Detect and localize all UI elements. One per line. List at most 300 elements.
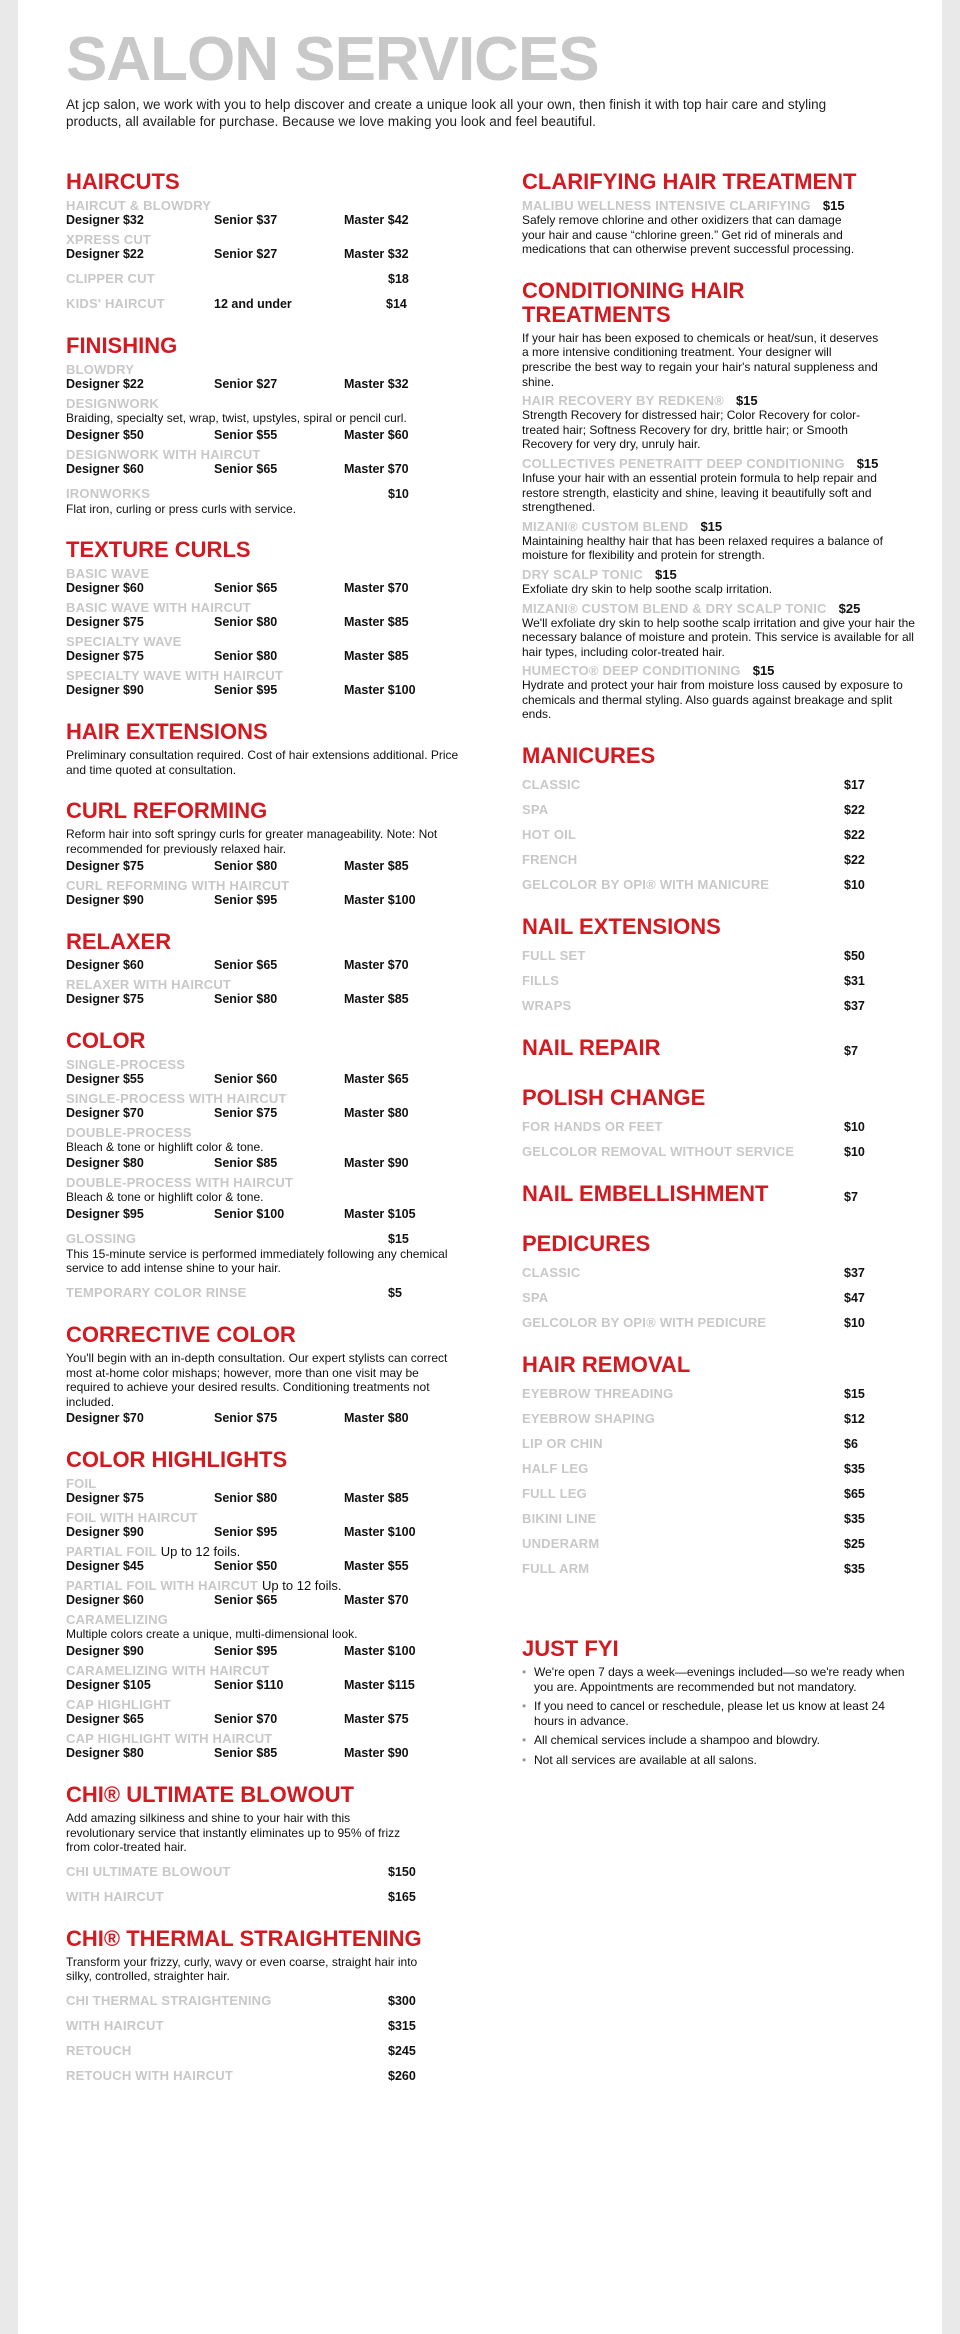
section-curl-reforming <box>66 799 466 907</box>
price-row <box>66 1491 466 1506</box>
service-description: Maintaining healthy hair that has been relaxed requires a balance of moisture for flexibility and protein for strength. <box>522 533 883 563</box>
simple-row <box>66 2068 466 2084</box>
master-price: Master $60 <box>344 427 409 442</box>
service-item <box>66 396 466 443</box>
senior-price: Senior $65 <box>214 1593 278 1608</box>
service-note: Up to 12 foils. <box>160 1544 241 1560</box>
service-price: $165 <box>388 1889 416 1904</box>
simple-row <box>66 1285 466 1301</box>
service-name-row <box>522 601 922 616</box>
service-name: WITH HAIRCUT <box>66 2017 164 2033</box>
service-item <box>66 362 466 392</box>
service-description: Bleach & tone or highlift color & tone. <box>66 1190 264 1205</box>
service-price: $15 <box>844 1387 865 1402</box>
simple-row <box>66 1231 466 1247</box>
senior-price: Senior $80 <box>214 615 278 630</box>
service-price: $15 <box>822 198 845 213</box>
price-row <box>66 1559 466 1574</box>
simple-row <box>522 1536 922 1552</box>
senior-price: Senior $75 <box>214 1105 278 1120</box>
service-name: FOIL WITH HAIRCUT <box>66 1510 198 1526</box>
service-name: CHI THERMAL STRAIGHTENING <box>66 1992 272 2008</box>
designer-price: Designer $105 <box>66 1677 151 1692</box>
master-price: Master $90 <box>344 1745 409 1760</box>
service-name: KIDS' HAIRCUT <box>66 296 165 311</box>
price-row <box>66 1525 466 1540</box>
service-price: $15 <box>388 1231 409 1246</box>
senior-price: Senior $110 <box>214 1677 284 1692</box>
service-name: CARAMELIZING WITH HAIRCUT <box>66 1662 270 1678</box>
designer-price: Designer $45 <box>66 1559 144 1574</box>
service-name: HOT OIL <box>522 827 577 843</box>
service-name: MIZANI® CUSTOM BLEND & DRY SCALP TONIC <box>522 600 827 616</box>
simple-row <box>66 296 466 312</box>
service-item <box>66 447 466 477</box>
master-price: Master $100 <box>344 1643 416 1658</box>
service-name-row <box>66 1578 466 1593</box>
service-name: BLOWDRY <box>66 362 135 377</box>
service-name: TEMPORARY COLOR RINSE <box>66 1284 247 1300</box>
master-price: Master $75 <box>344 1711 409 1726</box>
service-price: $17 <box>844 778 865 793</box>
service-item <box>66 1697 466 1727</box>
service-item <box>66 1544 466 1574</box>
service-name: CAP HIGHLIGHT <box>66 1696 171 1712</box>
senior-price: Senior $65 <box>214 461 278 476</box>
service-name: HAIRCUT & BLOWDRY <box>66 198 212 213</box>
section-title: JUST FYI <box>522 1636 619 1662</box>
master-price: Master $70 <box>344 581 409 596</box>
service-description: This 15-minute service is performed immediately following any chemical service to add intense shine to your hair. <box>66 1246 448 1276</box>
fyi-item: • We're open 7 days a week—evenings included—so we're ready when you are. Appointments are recommended but not mandatory. <box>522 1665 914 1694</box>
service-name: FOIL <box>66 1476 97 1492</box>
service-item <box>66 232 466 262</box>
service-name: CAP HIGHLIGHT WITH HAIRCUT <box>66 1730 273 1746</box>
section-manicures <box>522 744 922 893</box>
service-name: GELCOLOR BY OPI® WITH MANICURE <box>522 877 770 893</box>
service-name: IRONWORKS <box>66 485 151 501</box>
service-item <box>66 668 466 698</box>
service-item <box>66 1731 466 1761</box>
service-name: FULL LEG <box>522 1486 587 1502</box>
service-price: $22 <box>844 828 865 843</box>
designer-price: Designer $65 <box>66 1711 144 1726</box>
service-name: CLASSIC <box>522 1265 581 1281</box>
designer-price: Designer $32 <box>66 213 144 227</box>
price-row <box>66 247 466 262</box>
section-corrective-color <box>66 1323 466 1426</box>
section-finishing <box>66 334 466 516</box>
section-description: Add amazing silkiness and shine to your hair with this revolutionary service that instantly eliminates up to 95% of frizz from color-treated hair. <box>66 1810 401 1855</box>
service-name: CARAMELIZING <box>66 1612 169 1628</box>
master-price: Master $100 <box>344 892 416 907</box>
service-name: HALF LEG <box>522 1461 589 1477</box>
section-just-fyi <box>522 1637 922 1768</box>
left-column <box>66 170 466 2106</box>
senior-price: Senior $95 <box>214 683 278 698</box>
service-name: FOR HANDS OR FEET <box>522 1119 663 1135</box>
senior-price: Senior $80 <box>214 991 278 1006</box>
service-name: WITH HAIRCUT <box>66 1888 164 1904</box>
section-title: CHI® THERMAL STRAIGHTENING <box>66 1925 422 1951</box>
master-price: Master $100 <box>344 1525 416 1540</box>
simple-row <box>522 1386 922 1402</box>
designer-price: Designer $60 <box>66 581 144 596</box>
service-price: $150 <box>388 1864 416 1879</box>
senior-price: Senior $60 <box>214 1071 278 1086</box>
section-title: HAIR REMOVAL <box>522 1352 691 1378</box>
designer-price: Designer $50 <box>66 427 144 442</box>
master-price: Master $32 <box>344 377 409 391</box>
fyi-item: • Not all services are available at all salons. <box>522 1753 914 1768</box>
section-title: POLISH CHANGE <box>522 1085 706 1111</box>
service-price: $5 <box>388 1285 402 1300</box>
senior-price: Senior $85 <box>214 1156 278 1171</box>
price-row <box>66 1156 466 1171</box>
section-color-highlights <box>66 1448 466 1761</box>
service-item <box>66 1057 466 1087</box>
senior-price: Senior $55 <box>214 427 278 442</box>
service-price: $50 <box>844 949 865 964</box>
service-name: BASIC WAVE WITH HAIRCUT <box>66 600 251 616</box>
designer-price: Designer $22 <box>66 247 144 261</box>
section-title: TEXTURE CURLS <box>66 537 251 563</box>
price-row <box>66 615 466 630</box>
service-price: $65 <box>844 1487 865 1502</box>
service-name: WRAPS <box>522 998 572 1014</box>
senior-price: Senior $95 <box>214 892 278 907</box>
section-polish-change <box>522 1086 922 1160</box>
service-price: $15 <box>654 566 677 582</box>
service-name: LIP OR CHIN <box>522 1436 603 1452</box>
service-item <box>66 977 466 1007</box>
simple-row <box>66 271 466 287</box>
service-name: CLASSIC <box>522 777 581 793</box>
master-price: Master $55 <box>344 1559 409 1574</box>
service-price: $6 <box>844 1437 858 1452</box>
service-name: MIZANI® CUSTOM BLEND <box>522 518 689 534</box>
designer-price: Designer $55 <box>66 1071 144 1086</box>
service-name: SPECIALTY WAVE WITH HAIRCUT <box>66 668 284 684</box>
section-description: You'll begin with an in-depth consultation. Our expert stylists can correct most at-home color mishaps; however, more than one visit may be required to achieve your desired results. Conditioning treatments not included. <box>66 1350 448 1409</box>
service-item <box>66 1175 466 1222</box>
service-name: EYEBROW SHAPING <box>522 1411 656 1427</box>
section-description: Preliminary consultation required. Cost of hair extensions additional. Price and time quoted at consultation. <box>66 748 459 777</box>
price-row <box>66 893 466 908</box>
service-price: $14 <box>386 297 407 311</box>
service-price: $25 <box>838 600 861 616</box>
master-price: Master $85 <box>344 649 409 664</box>
service-name: SINGLE-PROCESS <box>66 1056 186 1072</box>
service-price: $15 <box>700 518 723 534</box>
senior-price: Senior $85 <box>214 1745 278 1760</box>
service-price: $15 <box>735 393 758 409</box>
service-description: Bleach & tone or highlift color & tone. <box>66 1139 264 1154</box>
designer-price: Designer $90 <box>66 1643 144 1658</box>
section-color <box>66 1029 466 1301</box>
price-row <box>66 1593 466 1608</box>
simple-row <box>66 2043 466 2059</box>
designer-price: Designer $75 <box>66 615 144 630</box>
senior-price: Senior $65 <box>214 957 278 972</box>
designer-price: Designer $75 <box>66 991 144 1006</box>
service-price: $300 <box>388 1993 416 2008</box>
service-name: CLIPPER CUT <box>66 271 155 286</box>
service-price: $22 <box>844 803 865 818</box>
price-row <box>66 683 466 698</box>
service-name: HAIR RECOVERY BY REDKEN® <box>522 393 724 409</box>
service-note: 12 and under <box>214 297 292 311</box>
service-price: $31 <box>844 974 865 989</box>
simple-row <box>522 1461 922 1477</box>
master-price: Master $90 <box>344 1156 409 1171</box>
service-name: DESIGNWORK WITH HAIRCUT <box>66 446 261 462</box>
designer-price: Designer $95 <box>66 1206 144 1221</box>
service-item <box>66 1510 466 1540</box>
section-title: HAIRCUTS <box>66 169 180 194</box>
senior-price: Senior $27 <box>214 377 278 391</box>
service-name: PARTIAL FOIL WITH HAIRCUT <box>66 1578 259 1594</box>
service-price: $37 <box>844 1266 865 1281</box>
service-name: HUMECTO® DEEP CONDITIONING <box>522 663 741 679</box>
section-title: RELAXER <box>66 928 172 954</box>
master-price: Master $42 <box>344 213 409 227</box>
service-name: GELCOLOR BY OPI® WITH PEDICURE <box>522 1315 767 1331</box>
simple-row <box>522 998 922 1014</box>
price-row <box>66 428 466 443</box>
fyi-item: • All chemical services include a shampoo and blowdry. <box>522 1733 914 1748</box>
price-row <box>66 958 466 973</box>
master-price: Master $70 <box>344 1593 409 1608</box>
section-pedicures <box>522 1232 922 1331</box>
service-item <box>522 519 922 563</box>
price-row <box>66 992 466 1007</box>
service-item <box>522 663 922 722</box>
price-row <box>66 1746 466 1761</box>
service-name: RETOUCH <box>66 2042 132 2058</box>
service-name: EYEBROW THREADING <box>522 1386 674 1402</box>
service-name: UNDERARM <box>522 1536 600 1552</box>
service-name: DRY SCALP TONIC <box>522 566 643 582</box>
master-price: Master $70 <box>344 461 409 476</box>
service-description: Multiple colors create a unique, multi-dimensional look. <box>66 1627 358 1642</box>
service-item <box>66 1091 466 1121</box>
service-name-row <box>522 393 922 408</box>
service-name-row <box>522 663 922 678</box>
master-price: Master $32 <box>344 247 409 261</box>
section-hair-removal <box>522 1353 922 1577</box>
simple-row <box>522 948 922 964</box>
designer-price: Designer $70 <box>66 1411 144 1426</box>
service-name: CHI ULTIMATE BLOWOUT <box>66 1863 231 1879</box>
price-row <box>66 649 466 664</box>
section-title: COLOR <box>66 1027 146 1053</box>
service-price: $35 <box>844 1462 865 1477</box>
master-price: Master $115 <box>344 1677 415 1692</box>
service-item <box>66 600 466 630</box>
service-price: $10 <box>844 878 865 893</box>
service-price: $260 <box>388 2068 416 2083</box>
service-name: DOUBLE-PROCESS WITH HAIRCUT <box>66 1175 294 1191</box>
designer-price: Designer $75 <box>66 858 144 873</box>
section-title: MANICURES <box>522 743 656 769</box>
price-row <box>66 462 466 477</box>
fyi-item: • If you need to cancel or reschedule, please let us know at least 24 hours in advance. <box>522 1699 914 1728</box>
designer-price: Designer $60 <box>66 1593 144 1608</box>
master-price: Master $80 <box>344 1105 409 1120</box>
senior-price: Senior $80 <box>214 858 278 873</box>
service-name: XPRESS CUT <box>66 232 152 247</box>
service-item <box>66 566 466 596</box>
designer-price: Designer $70 <box>66 1105 144 1120</box>
section-haircuts <box>66 170 466 312</box>
service-name: GELCOLOR REMOVAL WITHOUT SERVICE <box>522 1144 795 1160</box>
price-row <box>66 377 466 392</box>
simple-row <box>66 1864 466 1880</box>
simple-row <box>66 2018 466 2034</box>
designer-price: Designer $22 <box>66 377 144 391</box>
section-title: NAIL REPAIR <box>522 1035 661 1061</box>
section-title: CHI® ULTIMATE BLOWOUT <box>66 1781 354 1807</box>
fyi-list <box>522 1665 922 1768</box>
section-title: CURL REFORMING <box>66 798 268 824</box>
simple-row <box>522 827 922 843</box>
simple-row <box>66 486 466 502</box>
service-description: Infuse your hair with an essential protein formula to help repair and restore strength, elasticity and shine, leaving it beautifully soft and strengthened. <box>522 470 877 515</box>
price-row <box>66 581 466 596</box>
service-name-row <box>522 519 922 534</box>
service-description: Strength Recovery for distressed hair; Color Recovery for color-treated hair; Softness Recovery for dry, brittle hair; or Smooth Recovery for very dry, unruly hair. <box>522 408 861 452</box>
master-price: Master $80 <box>344 1411 409 1426</box>
master-price: Master $85 <box>344 1491 409 1506</box>
simple-row <box>66 1889 466 1905</box>
service-description: Flat iron, curling or press curls with service. <box>66 501 297 516</box>
section-title: CLARIFYING HAIR TREATMENT <box>522 169 857 194</box>
service-name: CURL REFORMING WITH HAIRCUT <box>66 877 290 893</box>
service-name: RETOUCH WITH HAIRCUT <box>66 2067 233 2083</box>
service-price: $10 <box>844 1316 865 1331</box>
price-row <box>66 1411 466 1426</box>
simple-row <box>522 1436 922 1452</box>
senior-price: Senior $80 <box>214 1491 278 1506</box>
service-item <box>66 1125 466 1172</box>
service-name: FRENCH <box>522 852 578 868</box>
senior-price: Senior $27 <box>214 247 278 261</box>
price-row <box>66 859 466 874</box>
service-item <box>66 634 466 664</box>
simple-row <box>66 1993 466 2009</box>
senior-price: Senior $75 <box>214 1411 278 1426</box>
price-row <box>66 1072 466 1087</box>
master-price: Master $85 <box>344 858 409 873</box>
section-nail-embellishment <box>522 1182 922 1210</box>
service-price: $315 <box>388 2018 416 2033</box>
senior-price: Senior $100 <box>214 1206 285 1221</box>
simple-row <box>522 852 922 868</box>
page-title: SALON SERVICES <box>66 25 599 94</box>
designer-price: Designer $90 <box>66 683 144 698</box>
service-item <box>66 1663 466 1693</box>
senior-price: Senior $50 <box>214 1559 278 1574</box>
section-description: If your hair has been exposed to chemicals or heat/sun, it deserves a more intensive conditioning treatment. Your designer will prescribe the best way to regain your hair's natural suppleness and shine. <box>522 330 879 389</box>
section-chi-blowout <box>66 1783 466 1905</box>
simple-row <box>522 877 922 893</box>
service-item <box>522 456 922 515</box>
senior-price: Senior $95 <box>214 1525 278 1540</box>
master-price: Master $85 <box>344 615 409 630</box>
service-item <box>522 567 922 597</box>
service-item <box>522 393 922 452</box>
master-price: Master $65 <box>344 1071 409 1086</box>
service-name: PARTIAL FOIL <box>66 1544 157 1560</box>
price-row <box>66 213 466 228</box>
section-nail-extensions <box>522 915 922 1014</box>
service-name: MALIBU WELLNESS INTENSIVE CLARIFYING <box>522 198 811 213</box>
service-name-row <box>66 1544 466 1559</box>
menu-page <box>18 0 942 2334</box>
master-price: Master $105 <box>344 1206 416 1221</box>
service-price: $10 <box>844 1145 865 1160</box>
section-description: Transform your frizzy, curly, wavy or even coarse, straight hair into silky, controlled, straighter hair. <box>66 1954 418 1984</box>
designer-price: Designer $80 <box>66 1745 144 1760</box>
service-name: SPECIALTY WAVE <box>66 634 182 650</box>
service-item <box>522 601 922 660</box>
service-name: SPA <box>522 1290 549 1306</box>
master-price: Master $70 <box>344 957 409 972</box>
simple-row <box>522 1144 922 1160</box>
section-title: CORRECTIVE COLOR <box>66 1321 296 1347</box>
section-title: HAIR EXTENSIONS <box>66 719 268 745</box>
service-price: $7 <box>844 1190 858 1205</box>
service-price: $22 <box>844 853 865 868</box>
service-name-row <box>522 198 922 213</box>
simple-row <box>522 973 922 989</box>
service-item <box>66 1578 466 1608</box>
senior-price: Senior $37 <box>214 213 278 227</box>
right-column <box>522 170 922 1790</box>
service-price: $10 <box>844 1120 865 1135</box>
simple-row <box>522 1265 922 1281</box>
service-price: $12 <box>844 1412 865 1427</box>
simple-row <box>522 1511 922 1527</box>
section-title: NAIL EXTENSIONS <box>522 914 721 940</box>
designer-price: Designer $75 <box>66 1491 144 1506</box>
designer-price: Designer $60 <box>66 461 144 476</box>
designer-price: Designer $75 <box>66 649 144 664</box>
service-name: FULL ARM <box>522 1561 590 1577</box>
section-title: PEDICURES <box>522 1231 651 1257</box>
service-name: SINGLE-PROCESS WITH HAIRCUT <box>66 1090 287 1106</box>
designer-price: Designer $60 <box>66 957 144 972</box>
price-row <box>66 1644 466 1659</box>
service-price: $35 <box>844 1512 865 1527</box>
master-price: Master $85 <box>344 991 409 1006</box>
section-title: FINISHING <box>66 333 178 358</box>
service-description: Safely remove chlorine and other oxidizers that can damage your hair and cause “chlorine green.” Get rid of minerals and medications that can otherwise prevent successful processing. <box>522 213 855 257</box>
simple-row <box>522 1119 922 1135</box>
service-name: DESIGNWORK <box>66 396 159 411</box>
designer-price: Designer $90 <box>66 892 144 907</box>
senior-price: Senior $65 <box>214 581 278 596</box>
simple-row <box>522 1411 922 1427</box>
service-description: Exfoliate dry skin to help soothe scalp irritation. <box>522 581 773 596</box>
service-description: Hydrate and protect your hair from moisture loss caused by exposure to chemicals and thermal styling. Also guards against breakage and split ends. <box>522 678 903 722</box>
service-name: GLOSSING <box>66 1230 137 1246</box>
service-price: $35 <box>844 1562 865 1577</box>
service-name-row <box>522 456 922 471</box>
senior-price: Senior $80 <box>214 649 278 664</box>
service-name: DOUBLE-PROCESS <box>66 1124 192 1140</box>
